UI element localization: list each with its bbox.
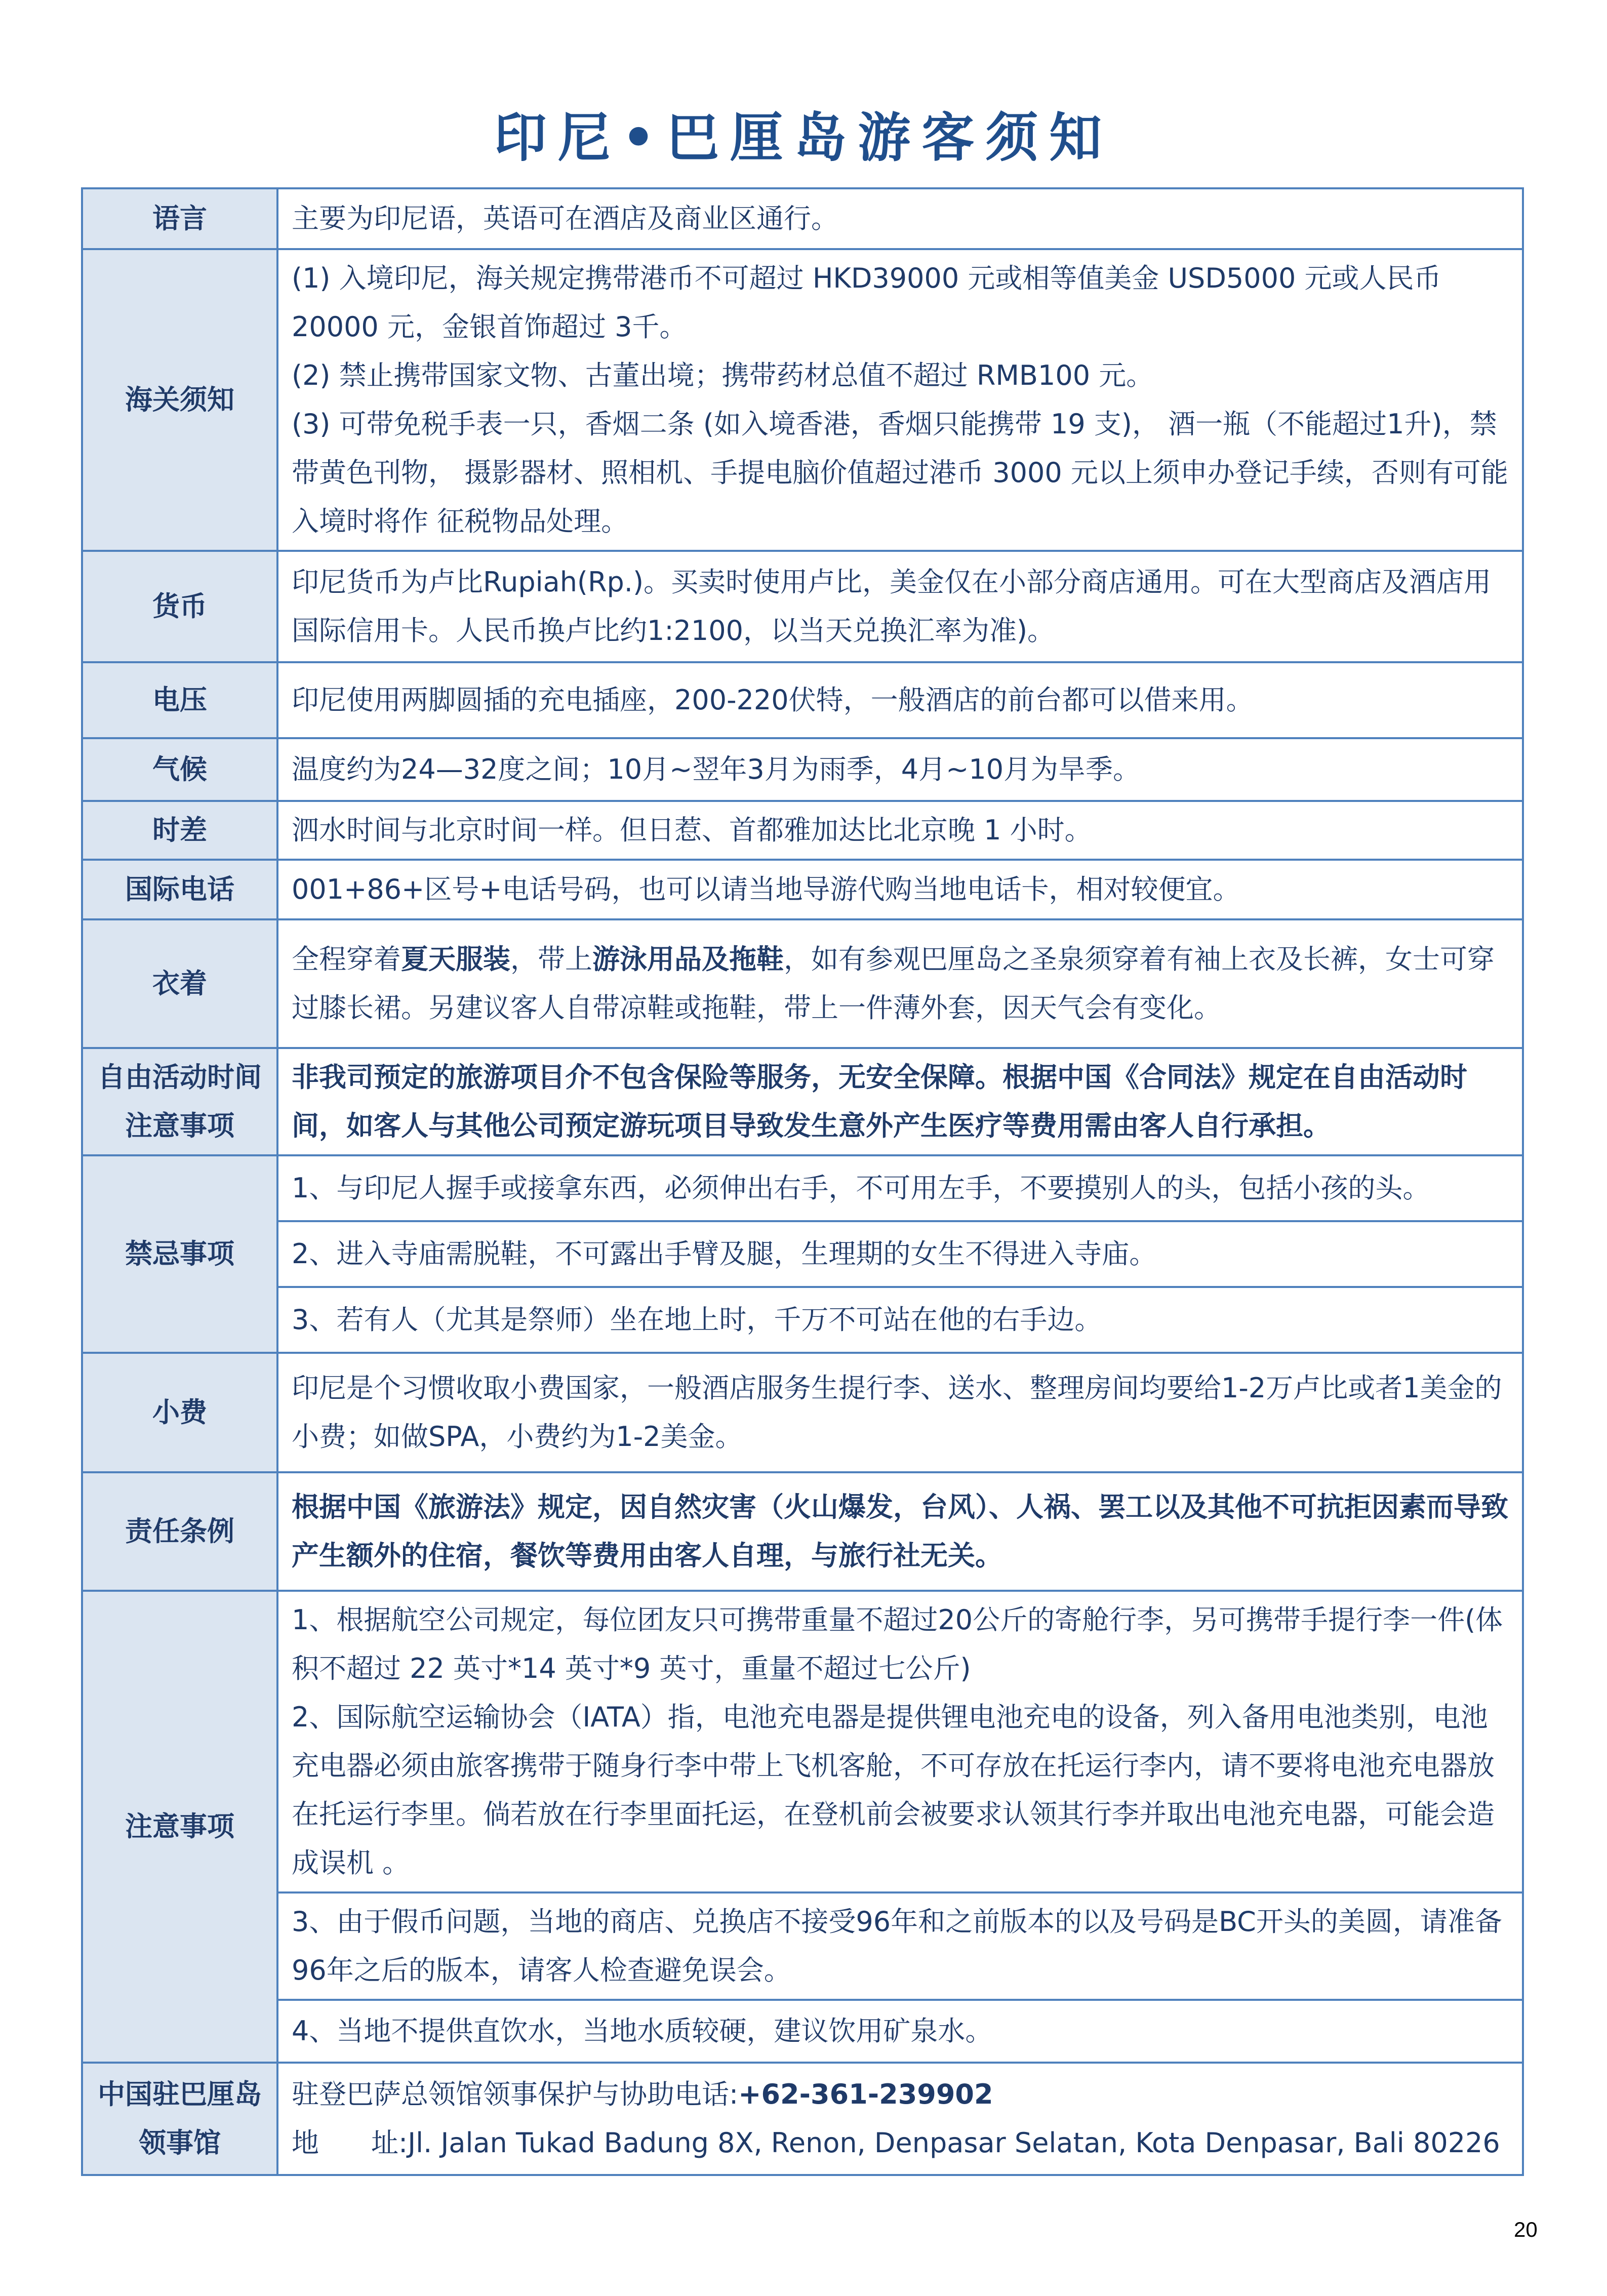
bold-span: 夏天服装 (401, 943, 510, 975)
row-label: 货币 (82, 551, 277, 662)
phone-label: 驻登巴萨总领馆领事保护与协助电话: (292, 2078, 739, 2110)
row-value: 主要为印尼语，英语可在酒店及商业区通行。 (277, 188, 1523, 249)
row-value: 印尼是个习惯收取小费国家，一般酒店服务生提行李、送水、整理房间均要给1-2万卢比或者1美金的小费；如做SPA，小费约为1-2美金。 (277, 1353, 1523, 1472)
list-item: 3、若有人（尤其是祭师）坐在地上时，千万不可站在他的右手边。 (277, 1287, 1523, 1353)
row-value: 根据中国《旅游法》规定，因自然灾害（火山爆发，台风）、人祸、罢工以及其他不可抗拒因素而导致产生额外的住宿，餐饮等费用由客人自理，与旅行社无关。 (277, 1472, 1523, 1591)
table-row (82, 551, 1523, 662)
row-label: 电压 (82, 662, 277, 738)
list-item: 2、进入寺庙需脱鞋，不可露出手臂及腿，生理期的女生不得进入寺庙。 (277, 1221, 1523, 1287)
table-row (82, 1591, 1523, 1892)
table-row (82, 2000, 1523, 2063)
list-item: 1、与印尼人握手或接拿东西，必须伸出右手，不可用左手，不要摸别人的头，包括小孩的头。 (277, 1155, 1523, 1221)
row-label: 禁忌事项 (82, 1155, 277, 1353)
customs-item: (2) 禁止携带国家文物、古董出境；携带药材总值不超过 RMB100 元。 (292, 359, 1154, 391)
consulate-phone-line (292, 2070, 1509, 2119)
text-span: 全程穿着 (292, 943, 401, 975)
bold-span: 游泳用品及拖鞋 (592, 943, 784, 975)
list-item: 1、根据航空公司规定，每位团友只可携带重量不超过20公斤的寄舱行李，另可携带手提行李一件(体积不超过 22 英寸*14 英寸*9 英寸，重量不超过七公斤) (292, 1604, 1503, 1684)
table-row (82, 801, 1523, 860)
table-row (82, 860, 1523, 919)
consulate-address-line (292, 2119, 1509, 2167)
table-row (82, 1472, 1523, 1591)
row-value (277, 919, 1523, 1048)
row-label: 小费 (82, 1353, 277, 1472)
row-value: 泗水时间与北京时间一样。但日惹、首都雅加达比北京晚 1 小时。 (277, 801, 1523, 860)
customs-item: (3) 可带免税手表一只，香烟二条 (如入境香港，香烟只能携带 19 支)， 酒一瓶（不能超过1升)，禁带黄色刊物， 摄影器材、照相机、手提电脑价值超过港币 3000 元以上须申办登记手续，否则有可能入境时将作 征税物品处理。 (292, 408, 1508, 537)
table-row (82, 188, 1523, 249)
row-label: 自由活动时间注意事项 (82, 1048, 277, 1155)
info-table (81, 187, 1524, 2176)
text-span: ，如有参观巴厘岛之圣泉须穿着有袖上衣及长裤，女士可穿过膝长裙。另建议客人自带凉鞋或拖鞋，带上一件薄外套，因天气会有变化。 (292, 943, 1495, 1024)
row-label: 责任条例 (82, 1472, 277, 1591)
table-row (82, 2063, 1523, 2175)
list-item: 4、当地不提供直饮水，当地水质较硬，建议饮用矿泉水。 (277, 2000, 1523, 2063)
table-row (82, 1155, 1523, 1221)
table-row (82, 249, 1523, 551)
row-label: 海关须知 (82, 249, 277, 551)
row-label: 语言 (82, 188, 277, 249)
customs-item: (1) 入境印尼，海关规定携带港币不可超过 HKD39000 元或相等值美金 USD5000 元或人民币 20000 元，金银首饰超过 3千。 (292, 262, 1441, 343)
row-value: 印尼货币为卢比Rupiah(Rp.)。买卖时使用卢比，美金仅在小部分商店通用。可在大型商店及酒店用国际信用卡。人民币换卢比约1:2100，以当天兑换汇率为准)。 (277, 551, 1523, 662)
row-value: 温度约为24—32度之间；10月~翌年3月为雨季，4月~10月为旱季。 (277, 738, 1523, 801)
table-row (82, 738, 1523, 801)
table-row (82, 919, 1523, 1048)
row-label: 时差 (82, 801, 277, 860)
address-text: Jl. Jalan Tukad Badung 8X, Renon, Denpasar Selatan, Kota Denpasar, Bali 80226 (408, 2127, 1500, 2159)
address-label: 地 址: (292, 2127, 408, 2159)
row-label: 中国驻巴厘岛领事馆 (82, 2063, 277, 2175)
table-row (82, 1221, 1523, 1287)
page-title: 印尼•巴厘岛游客须知 (494, 107, 1113, 169)
text-span: ，带上 (510, 943, 592, 975)
table-row (82, 1287, 1523, 1353)
table-row (82, 1353, 1523, 1472)
row-label: 国际电话 (82, 860, 277, 919)
table-row (82, 1892, 1523, 2000)
row-value: 001+86+区号+电话号码，也可以请当地导游代购当地电话卡，相对较便宜。 (277, 860, 1523, 919)
page-number: 20 (1514, 2218, 1538, 2241)
table-row (82, 1048, 1523, 1155)
row-value: 印尼使用两脚圆插的充电插座，200-220伏特，一般酒店的前台都可以借来用。 (277, 662, 1523, 738)
list-item: 2、国际航空运输协会（IATA）指，电池充电器是提供锂电池充电的设备，列入备用电池类别，电池充电器必须由旅客携带于随身行李中带上飞机客舱，不可存放在托运行李内，请不要将电池充电器放在托运行李里。倘若放在行李里面托运，在登机前会被要求认领其行李并取出电池充电器，可能会造成误机 。 (292, 1701, 1495, 1879)
table-row (82, 662, 1523, 738)
list-item: 3、由于假币问题，当地的商店、兑换店不接受96年和之前版本的以及号码是BC开头的美圆，请准备96年之后的版本，请客人检查避免误会。 (277, 1892, 1523, 2000)
row-value: 非我司预定的旅游项目介不包含保险等服务，无安全保障。根据中国《合同法》规定在自由活动时间，如客人与其他公司预定游玩项目导致发生意外产生医疗等费用需由客人自行承担。 (277, 1048, 1523, 1155)
row-label: 衣着 (82, 919, 277, 1048)
phone-number: +62-361-239902 (738, 2078, 993, 2110)
row-label: 注意事项 (82, 1591, 277, 2063)
row-label: 气候 (82, 738, 277, 801)
